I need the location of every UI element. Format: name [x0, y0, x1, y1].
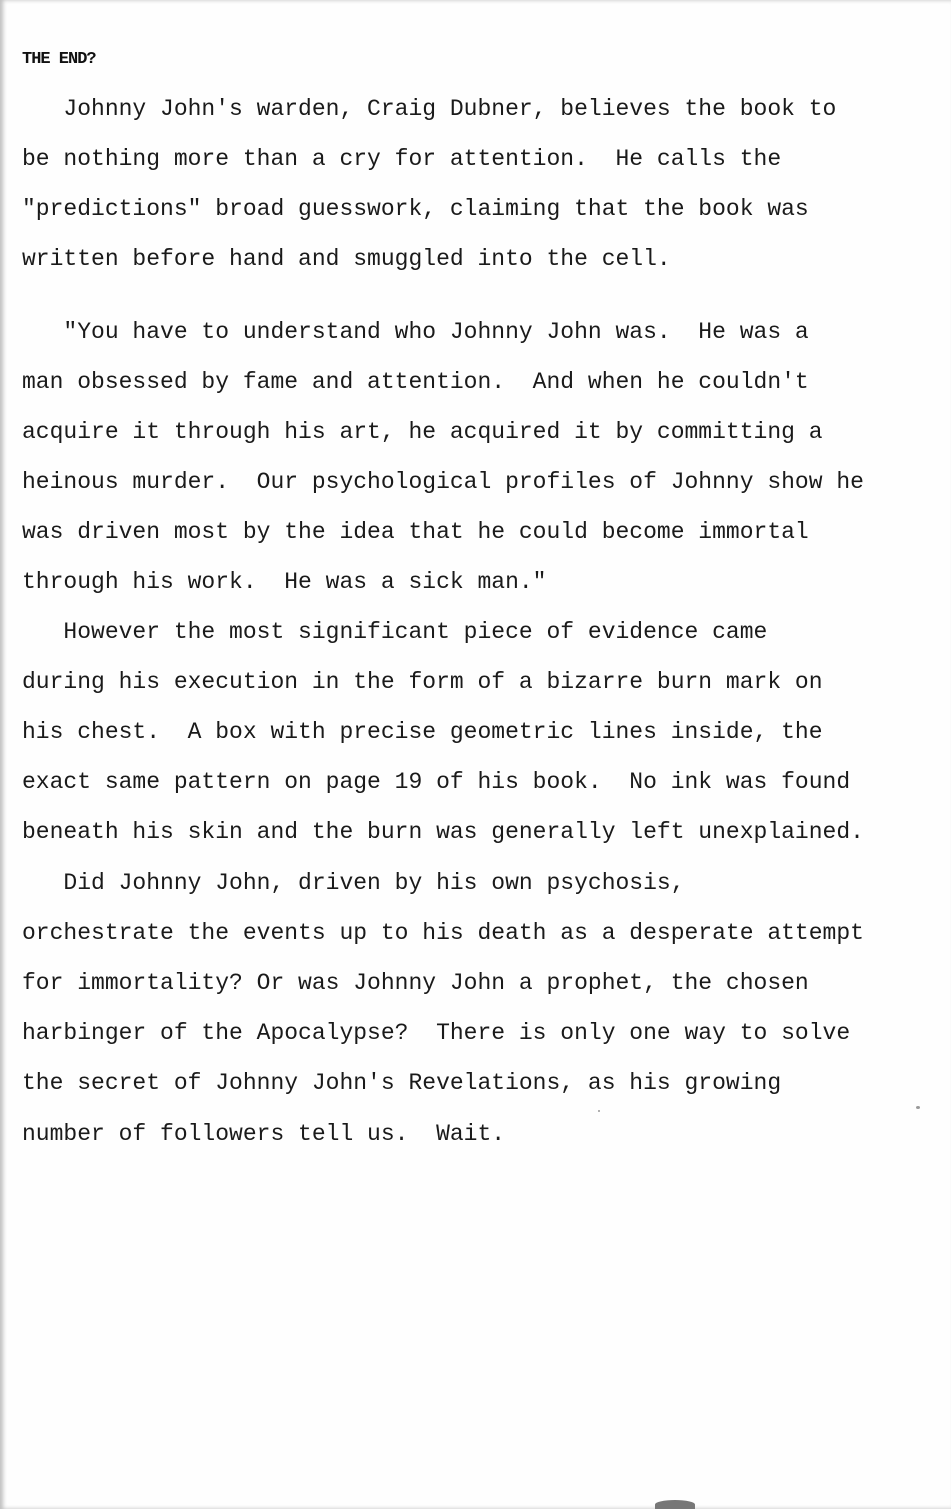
text-line: harbinger of the Apocalypse? There is only one way to solve: [22, 1020, 851, 1046]
text-line: was driven most by the idea that he could become immortal: [22, 519, 809, 545]
scan-artifact: [655, 1500, 695, 1509]
text-line: for immortality? Or was Johnny John a prophet, the chosen: [22, 970, 809, 996]
section-heading: THE END?: [22, 50, 96, 69]
text-line: number of followers tell us. Wait.: [22, 1121, 506, 1147]
text-line: exact same pattern on page 19 of his book. No ink was found: [22, 769, 851, 795]
text-line: be nothing more than a cry for attention. He calls the: [22, 146, 782, 172]
text-line: during his execution in the form of a bizarre burn mark on: [22, 669, 823, 695]
text-line: Did Johnny John, driven by his own psychosis,: [22, 870, 685, 896]
text-line: orchestrate the events up to his death as a desperate attempt: [22, 920, 864, 946]
text-line: "You have to understand who Johnny John was. He was a: [22, 319, 809, 345]
text-line: Johnny John's warden, Craig Dubner, believes the book to: [22, 96, 837, 122]
text-line: "predictions" broad guesswork, claiming that the book was: [22, 196, 809, 222]
scan-speck: [598, 1110, 600, 1112]
text-line: heinous murder. Our psychological profiles of Johnny show he: [22, 469, 864, 495]
text-line: through his work. He was a sick man.": [22, 569, 547, 595]
text-line: man obsessed by fame and attention. And when he couldn't: [22, 369, 809, 395]
text-line: his chest. A box with precise geometric lines inside, the: [22, 719, 823, 745]
text-line: acquire it through his art, he acquired it by committing a: [22, 419, 823, 445]
text-line: However the most significant piece of evidence came: [22, 619, 768, 645]
text-line: written before hand and smuggled into the cell.: [22, 246, 671, 272]
scan-speck: [916, 1106, 920, 1109]
text-line: the secret of Johnny John's Revelations, as his growing: [22, 1070, 782, 1096]
text-line: beneath his skin and the burn was generally left unexplained.: [22, 819, 864, 845]
